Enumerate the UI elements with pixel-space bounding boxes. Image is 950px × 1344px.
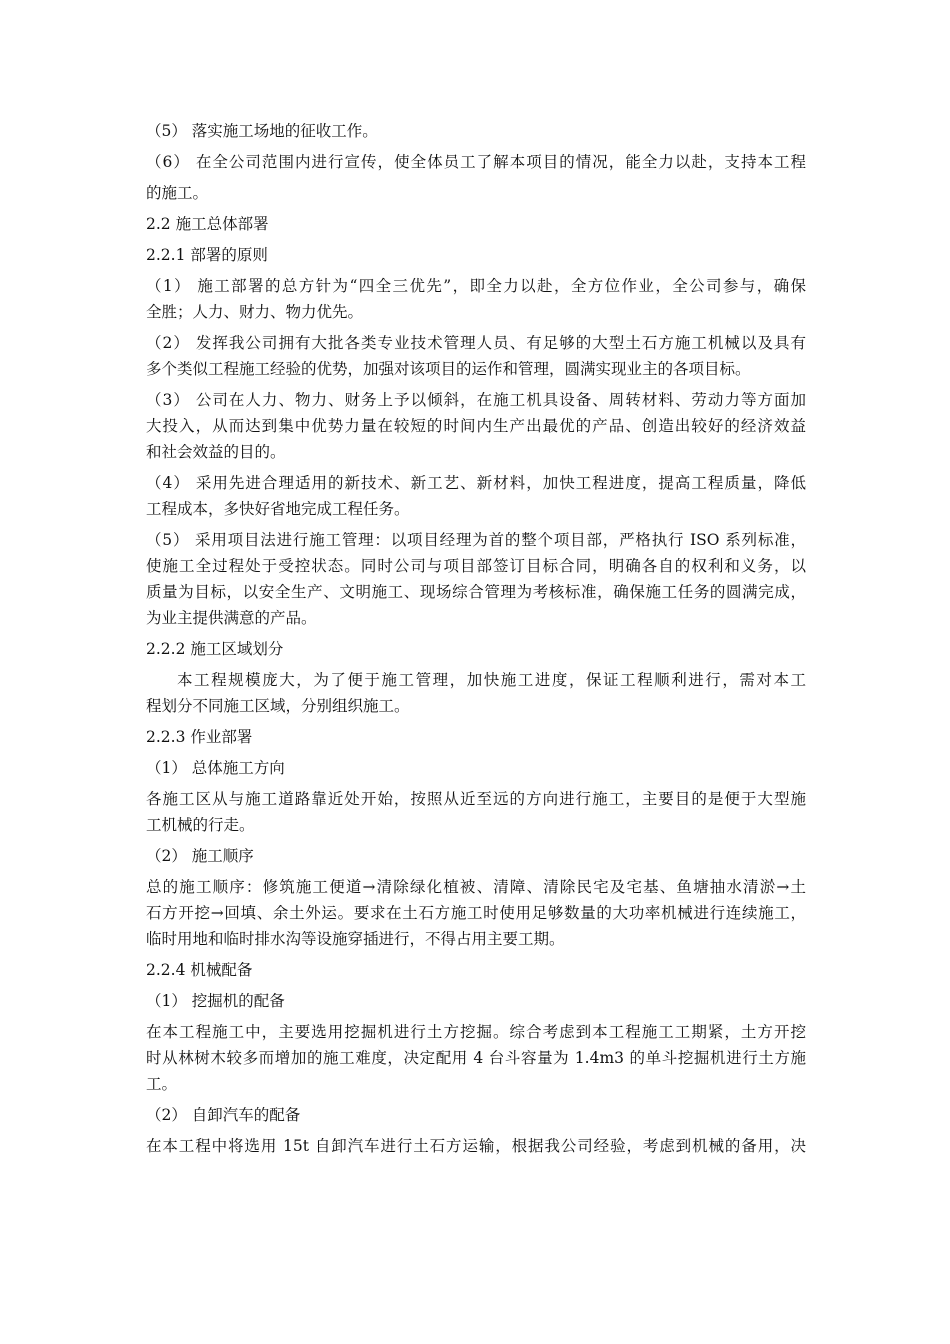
text-line: 在本工程中将选用 15t 自卸汽车进行土石方运输，根据我公司经验，考虑到机械的备用，决 [146,1137,806,1155]
text-line: （4） 采用先进合理适用的新技术、新工艺、新材料，加快工程进度，提高工程质量，降低 [146,474,806,492]
text-line: （2） 发挥我公司拥有大批各类专业技术管理人员、有足够的大型土石方施工机械以及具有 [146,334,806,352]
text-line: 石方开挖→回填、余土外运。要求在土石方施工时使用足够数量的大功率机械进行连续施工， [146,904,806,922]
text-line: （5） 落实施工场地的征收工作。 [146,122,378,140]
text-line: 质量为目标，以安全生产、文明施工、现场综合管理为考核标准，确保施工任务的圆满完成， [146,583,806,601]
text-line: 工程成本，多快好省地完成工程任务。 [146,500,410,518]
text-line: 大投入，从而达到集中优势力量在较短的时间内生产出最优的产品、创造出较好的经济效益 [146,417,806,435]
text-line: （2） 施工顺序 [146,847,254,865]
text-line: （1） 施工部署的总方针为“四全三优先”，即全力以赴，全方位作业，全公司参与，确保 [146,277,806,295]
text-line: 的施工。 [146,184,209,202]
text-line: 总的施工顺序：修筑施工便道→清除绿化植被、清障、清除民宅及宅基、鱼塘抽水清淤→土 [146,878,806,896]
text-line: （1） 总体施工方向 [146,759,285,777]
text-line: （3） 公司在人力、物力、财务上予以倾斜，在施工机具设备、周转材料、劳动力等方面加 [146,391,806,409]
text-line: 2.2.3 作业部署 [146,728,253,746]
text-line: 2.2.4 机械配备 [146,961,253,979]
text-line: 2.2.2 施工区域划分 [146,640,284,658]
text-line: 使施工全过程处于受控状态。同时公司与项目部签订目标合同，明确各自的权利和义务，以 [146,557,806,575]
text-line: 本工程规模庞大，为了便于施工管理，加快施工进度，保证工程顺利进行，需对本工 [177,671,806,689]
text-line: 临时用地和临时排水沟等设施穿插进行，不得占用主要工期。 [146,930,565,948]
text-line: 时从林树木较多而增加的施工难度，决定配用 4 台斗容量为 1.4m3 的单斗挖掘机进行土方施 [146,1049,806,1067]
document-body [146,118,806,1159]
text-line: 工。 [146,1075,178,1093]
text-line: 和社会效益的目的。 [146,443,286,461]
text-line: 2.2 施工总体部署 [146,215,269,233]
text-line: 工机械的行走。 [146,816,255,834]
text-line: 在本工程施工中，主要选用挖掘机进行土方挖掘。综合考虑到本工程施工工期紧，土方开挖 [146,1023,806,1041]
text-line: （6） 在全公司范围内进行宣传，使全体员工了解本项目的情况，能全力以赴，支持本工程 [146,153,806,171]
text-line: 全胜；人力、财力、物力优先。 [146,303,364,321]
text-line: 为业主提供满意的产品。 [146,609,317,627]
text-line: 各施工区从与施工道路靠近处开始，按照从近至远的方向进行施工，主要目的是便于大型施 [146,790,806,808]
text-line: 程划分不同施工区域，分别组织施工。 [146,697,410,715]
text-line: （2） 自卸汽车的配备 [146,1106,301,1124]
text-line: 多个类似工程施工经验的优势，加强对该项目的运作和管理，圆满实现业主的各项目标。 [146,360,751,378]
text-line: （1） 挖掘机的配备 [146,992,285,1010]
text-line: （5） 采用项目法进行施工管理：以项目经理为首的整个项目部，严格执行 ISO 系列标准， [146,531,806,549]
text-line: 2.2.1 部署的原则 [146,246,268,264]
